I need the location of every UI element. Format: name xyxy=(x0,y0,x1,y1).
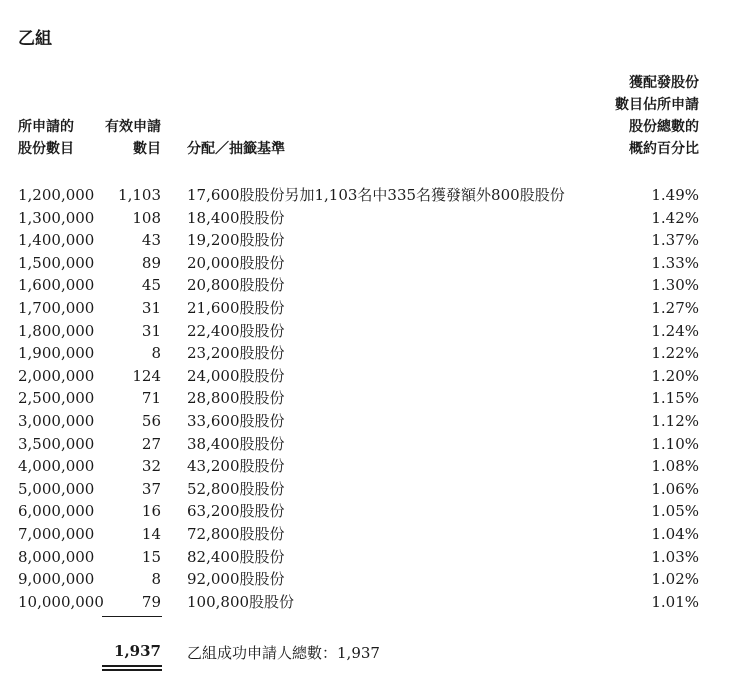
valid-applications-cell: 79 xyxy=(141,592,161,611)
percentage-cell: 1.24% xyxy=(651,321,699,340)
shares-applied-cell: 1,700,000 xyxy=(18,298,95,317)
table-row xyxy=(0,229,741,252)
shares-applied-cell: 1,200,000 xyxy=(18,186,95,204)
valid-applications-cell: 16 xyxy=(141,502,161,521)
allocation-basis-cell: 20,000股股份 xyxy=(187,253,285,272)
header-line: 獲配發股份 xyxy=(629,75,699,91)
valid-applications-cell: 15 xyxy=(141,547,161,566)
allocation-basis-cell: 38,400股股份 xyxy=(187,434,285,453)
header-line: 股份總數的 xyxy=(629,119,699,135)
table-row xyxy=(0,184,741,207)
valid-applications-cell: 8 xyxy=(151,344,161,363)
header-valid-applications xyxy=(105,116,161,160)
percentage-cell: 1.37% xyxy=(651,231,699,250)
header-line: 所申請的 xyxy=(18,119,74,135)
valid-applications-cell: 45 xyxy=(141,276,161,295)
allocation-basis-cell: 17,600股股份另加1,103名中335名獲發額外800股股份 xyxy=(187,186,565,204)
percentage-cell: 1.30% xyxy=(651,276,699,295)
valid-applications-cell: 27 xyxy=(141,434,161,453)
valid-applications-cell: 32 xyxy=(141,457,161,476)
shares-applied-cell: 1,800,000 xyxy=(18,321,95,340)
table-row xyxy=(0,568,741,591)
total-applicants-value: 1,937 xyxy=(114,642,161,660)
header-line: 數目 xyxy=(133,141,161,157)
table-row xyxy=(0,274,741,297)
percentage-cell: 1.27% xyxy=(651,298,699,317)
percentage-cell: 1.06% xyxy=(651,479,699,498)
shares-applied-cell: 1,500,000 xyxy=(18,253,95,272)
shares-applied-cell: 8,000,000 xyxy=(18,547,95,566)
allocation-basis-cell: 92,000股股份 xyxy=(187,570,285,589)
header-line: 分配／抽籤基準 xyxy=(187,141,285,157)
table-row xyxy=(0,410,741,433)
allocation-basis-cell: 19,200股股份 xyxy=(187,231,285,250)
table-row xyxy=(0,478,741,501)
allocation-basis-cell: 28,800股股份 xyxy=(187,389,285,408)
percentage-cell: 1.49% xyxy=(651,186,699,204)
allocation-basis-cell: 24,000股股份 xyxy=(187,366,285,385)
shares-applied-cell: 5,000,000 xyxy=(18,479,95,498)
table-row xyxy=(0,591,741,614)
percentage-cell: 1.02% xyxy=(651,570,699,589)
allocation-basis-cell: 20,800股股份 xyxy=(187,276,285,295)
allocation-table xyxy=(0,184,741,613)
percentage-cell: 1.03% xyxy=(651,547,699,566)
table-row xyxy=(0,546,741,569)
allocation-basis-cell: 72,800股股份 xyxy=(187,524,285,543)
valid-applications-cell: 124 xyxy=(132,366,161,385)
shares-applied-cell: 1,600,000 xyxy=(18,276,95,295)
percentage-cell: 1.20% xyxy=(651,366,699,385)
table-row xyxy=(0,523,741,546)
valid-applications-cell: 37 xyxy=(141,479,161,498)
table-row xyxy=(0,433,741,456)
shares-applied-cell: 6,000,000 xyxy=(18,502,95,521)
valid-applications-cell: 31 xyxy=(141,321,161,340)
header-shares-applied xyxy=(18,116,74,160)
shares-applied-cell: 2,000,000 xyxy=(18,366,95,385)
shares-applied-cell: 1,400,000 xyxy=(18,231,95,250)
total-double-rule xyxy=(102,665,162,667)
header-allocation-basis xyxy=(187,138,285,160)
allocation-basis-cell: 18,400股股份 xyxy=(187,208,285,227)
table-row xyxy=(0,342,741,365)
shares-applied-cell: 9,000,000 xyxy=(18,570,95,589)
valid-applications-cell: 8 xyxy=(151,570,161,589)
table-row xyxy=(0,207,741,230)
header-line: 有效申請 xyxy=(105,119,161,135)
valid-applications-cell: 1,103 xyxy=(118,186,161,204)
shares-applied-cell: 1,900,000 xyxy=(18,344,95,363)
percentage-cell: 1.33% xyxy=(651,253,699,272)
total-applicants-text: 乙組成功申請人總數：1,937 xyxy=(187,644,380,662)
percentage-cell: 1.12% xyxy=(651,411,699,430)
valid-applications-cell: 43 xyxy=(141,231,161,250)
allocation-basis-cell: 33,600股股份 xyxy=(187,411,285,430)
header-line: 數目佔所申請 xyxy=(615,97,699,113)
allocation-basis-cell: 22,400股股份 xyxy=(187,321,285,340)
table-row xyxy=(0,387,741,410)
table-row xyxy=(0,252,741,275)
valid-applications-cell: 71 xyxy=(141,389,161,408)
valid-applications-cell: 14 xyxy=(141,524,161,543)
allocation-basis-cell: 82,400股股份 xyxy=(187,547,285,566)
percentage-cell: 1.04% xyxy=(651,524,699,543)
table-row xyxy=(0,455,741,478)
shares-applied-cell: 2,500,000 xyxy=(18,389,95,408)
header-line: 概約百分比 xyxy=(629,141,699,157)
allocation-basis-cell: 52,800股股份 xyxy=(187,479,285,498)
percentage-cell: 1.22% xyxy=(651,344,699,363)
percentage-cell: 1.42% xyxy=(651,208,699,227)
allocation-basis-cell: 23,200股股份 xyxy=(187,344,285,363)
shares-applied-cell: 10,000,000 xyxy=(18,592,104,611)
table-row xyxy=(0,365,741,388)
table-row xyxy=(0,320,741,343)
percentage-cell: 1.05% xyxy=(651,502,699,521)
shares-applied-cell: 4,000,000 xyxy=(18,457,95,476)
table-row xyxy=(0,500,741,523)
shares-applied-cell: 3,500,000 xyxy=(18,434,95,453)
valid-applications-cell: 89 xyxy=(141,253,161,272)
percentage-cell: 1.10% xyxy=(651,434,699,453)
allocation-basis-cell: 100,800股股份 xyxy=(187,592,295,611)
group-title: 乙組 xyxy=(18,29,52,49)
subtotal-rule xyxy=(102,616,162,617)
shares-applied-cell: 1,300,000 xyxy=(18,208,95,227)
shares-applied-cell: 3,000,000 xyxy=(18,411,95,430)
valid-applications-cell: 31 xyxy=(141,298,161,317)
table-row xyxy=(0,297,741,320)
allocation-basis-cell: 43,200股股份 xyxy=(187,457,285,476)
valid-applications-cell: 108 xyxy=(132,208,161,227)
allocation-basis-cell: 63,200股股份 xyxy=(187,502,285,521)
shares-applied-cell: 7,000,000 xyxy=(18,524,95,543)
header-line: 股份數目 xyxy=(18,141,74,157)
percentage-cell: 1.01% xyxy=(651,592,699,611)
total-double-rule xyxy=(102,669,162,671)
allocation-basis-cell: 21,600股股份 xyxy=(187,298,285,317)
header-percentage xyxy=(615,72,699,160)
percentage-cell: 1.15% xyxy=(651,389,699,408)
valid-applications-cell: 56 xyxy=(141,411,161,430)
percentage-cell: 1.08% xyxy=(651,457,699,476)
